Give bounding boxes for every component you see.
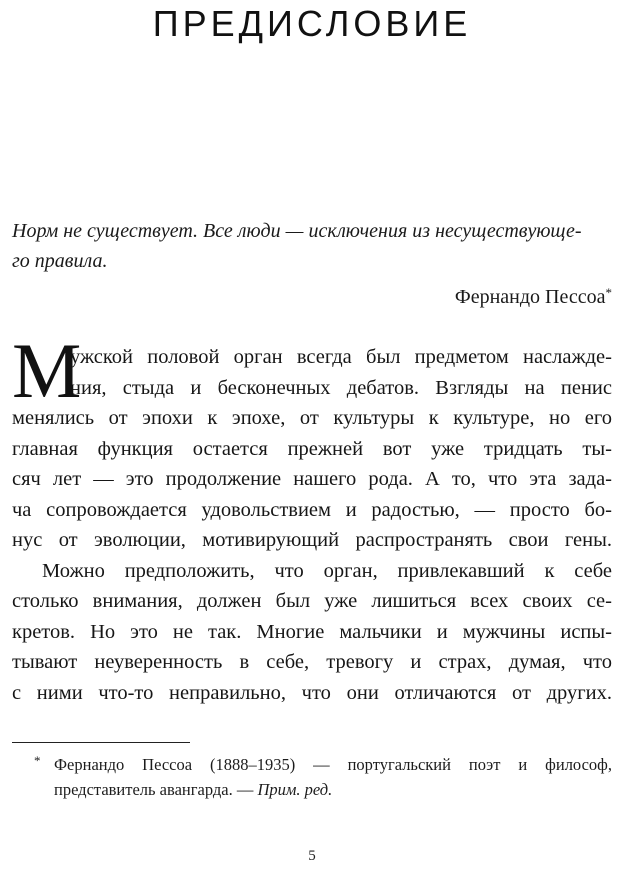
drop-cap: М — [12, 327, 82, 414]
text-line: тывают неуверенность в себе, тревогу и страх, думая, что — [12, 651, 612, 673]
chapter-title: ПРЕДИСЛОВИЕ — [152, 3, 472, 44]
text-line: менялись от эпохи к эпохе, от культуры к культуре, но его — [12, 407, 612, 429]
page-number: 5 — [308, 848, 316, 864]
epigraph-line: Норм не существует. Все люди — исключения из несуществующе- — [12, 220, 582, 242]
text-line: ния, стыда и бесконечных дебатов. Взгляды на пенис — [70, 376, 612, 399]
footnote-text: представитель авангарда. — — [54, 780, 258, 799]
text-line: главная функция остается прежней вот уже тридцать ты- — [12, 437, 612, 460]
text-line: столько внимания, должен был уже лишиться всех своих се- — [12, 590, 612, 612]
paragraph-2 — [12, 556, 612, 709]
epigraph-line: го правила. — [12, 250, 108, 272]
epigraph-quote — [12, 216, 612, 276]
footnote-divider — [12, 742, 190, 743]
footnote-line — [38, 777, 612, 802]
text-line: ужской половой орган всегда был предметом наслажде- — [70, 346, 612, 368]
text-line: сяч лет — это продолжение нашего рода. А то, что эта зада- — [12, 468, 612, 490]
text-line: с ними что-то неправильно, что они отличаются от других. — [12, 681, 612, 704]
text-line: ча сопровождается удовольствием и радостью, — просто бо- — [12, 498, 612, 521]
epigraph-author — [12, 278, 612, 312]
body-text — [12, 327, 612, 708]
footnote-line: Фернандо Пессоа (1888–1935) — португальский поэт и философ, — [54, 755, 612, 774]
text-line: нус от эволюции, мотивирующий распространять свои гены. — [12, 529, 612, 551]
footnote-editor-note: Прим. ред. — [257, 780, 333, 799]
paragraph-1 — [12, 327, 612, 556]
text-line: кретов. Но это не так. Многие мальчики и мужчины испы- — [12, 620, 612, 643]
footnote — [34, 752, 612, 802]
epigraph-author-name: Фернандо Пессоа — [454, 286, 606, 308]
footnote-mark: * — [34, 753, 41, 768]
text-line: Можно предположить, что орган, привлекавший к себе — [42, 559, 612, 582]
epigraph — [12, 216, 612, 312]
footnote-reference-mark: * — [605, 285, 612, 300]
